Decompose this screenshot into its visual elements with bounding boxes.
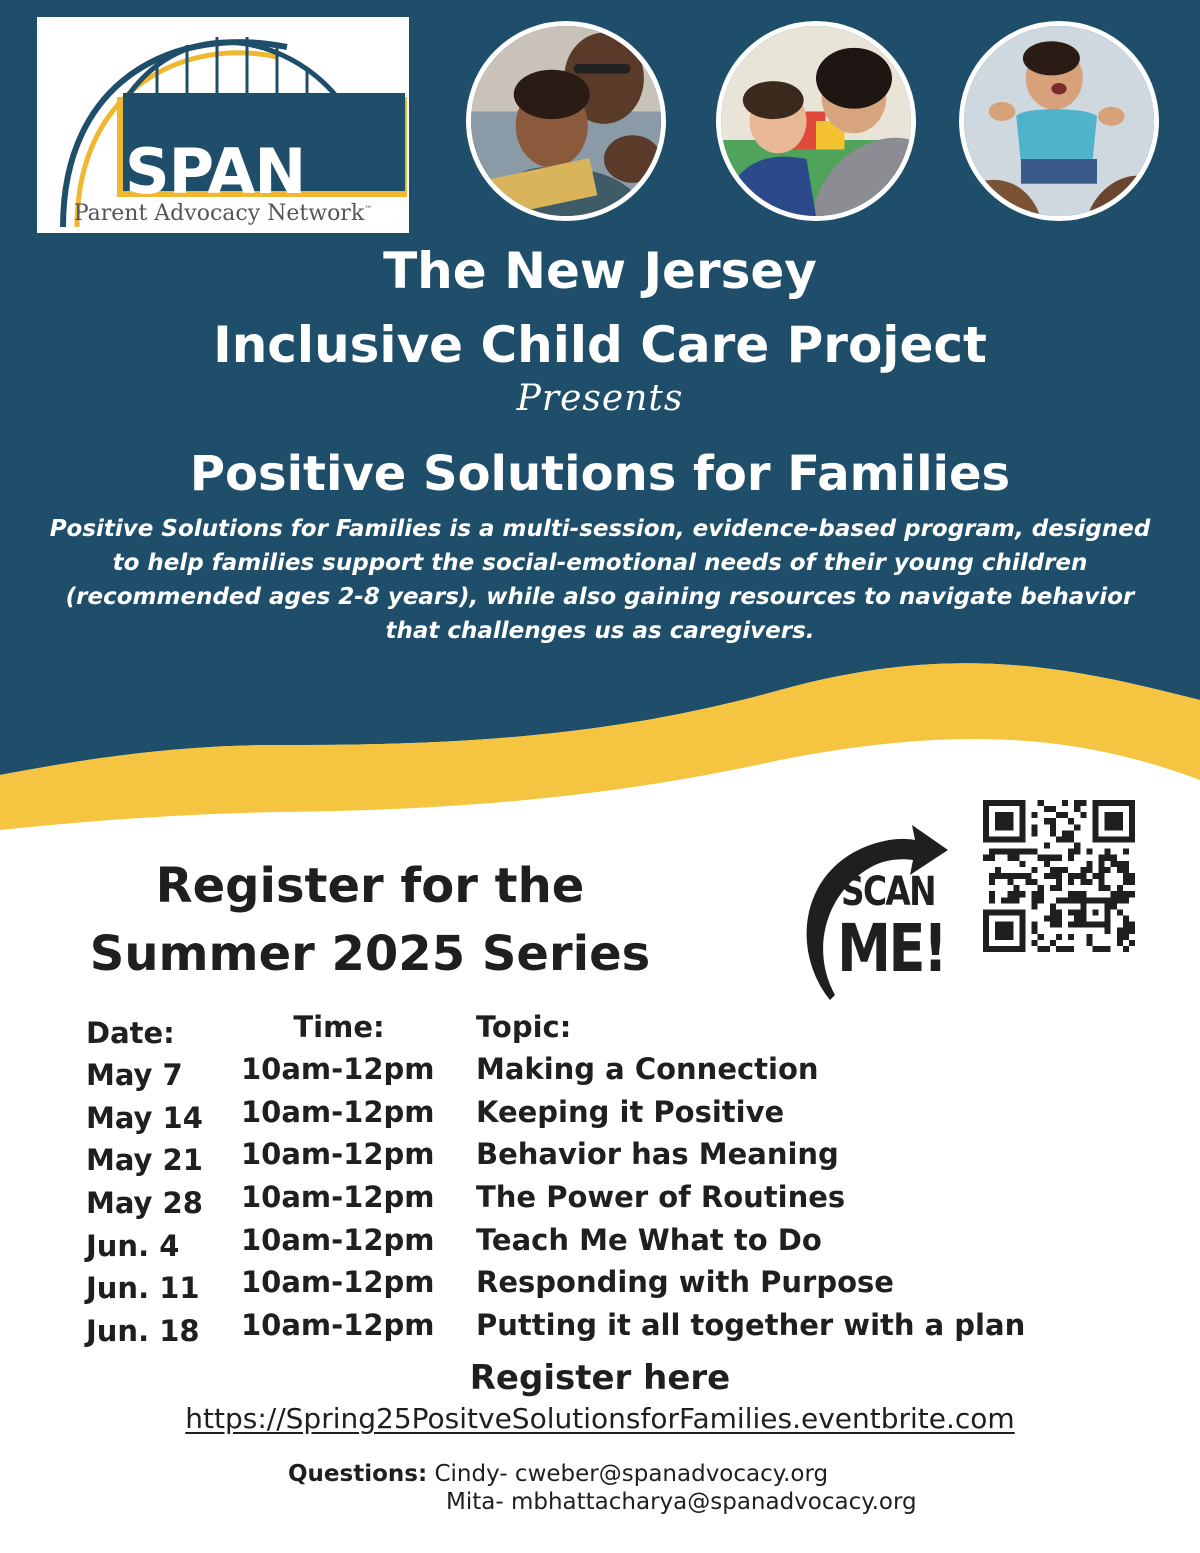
logo-tagline-text: Parent Advocacy Network	[73, 201, 365, 226]
time-header: Time:	[293, 1010, 385, 1044]
time-cell: 10am-12pm	[241, 1222, 435, 1257]
contact-cindy: Cindy- cweber@spanadvocacy.org	[434, 1461, 829, 1487]
date-cell: May 28	[86, 1186, 203, 1221]
program-description: Positive Solutions for Families is a multi-session, evidence-based program, designed to help families support the social-emotional needs of their young children (recommended ages 2-8 years), while also gaining resources to navigate behavior that challenges us as caregivers.	[49, 516, 1151, 644]
date-cell: May 7	[86, 1058, 183, 1092]
date-cell: May 21	[86, 1143, 203, 1178]
contact-mita: Mita- mbhattacharya@spanadvocacy.org	[446, 1489, 917, 1515]
date-cell: Jun. 4	[86, 1228, 180, 1263]
questions-label: Questions:	[288, 1461, 428, 1487]
scan-label-line1: SCAN	[841, 869, 935, 915]
registration-link[interactable]: https://Spring25PositveSolutionsforFamilies.eventbrite.com	[185, 1402, 1015, 1435]
date-header: Date:	[86, 1016, 175, 1050]
photo-father-child-reading	[466, 21, 666, 221]
time-cell: 10am-12pm	[241, 1094, 435, 1129]
topic-cell: Making a Connection	[476, 1052, 819, 1086]
register-here-label: Register here	[469, 1358, 731, 1398]
register-heading-line1: Register for the	[155, 858, 585, 914]
title-line-1: The New Jersey	[383, 242, 817, 300]
trademark-mark: ™	[364, 204, 373, 214]
qr-code[interactable]	[983, 800, 1135, 952]
questions-contacts	[288, 1460, 917, 1516]
logo-tagline	[37, 201, 409, 226]
date-cell: May 14	[86, 1100, 203, 1135]
topic-cell: Behavior has Meaning	[476, 1137, 839, 1172]
register-heading	[40, 852, 700, 988]
topic-cell: The Power of Routines	[476, 1180, 846, 1215]
topic-cell: Keeping it Positive	[476, 1094, 785, 1129]
scan-me-label	[826, 869, 950, 987]
date-cell: Jun. 18	[86, 1314, 200, 1349]
time-cell: 10am-12pm	[241, 1265, 435, 1300]
program-title: Positive Solutions for Families	[189, 446, 1011, 502]
time-cell: 10am-12pm	[241, 1052, 435, 1086]
time-cell: 10am-12pm	[241, 1308, 435, 1343]
logo-wordmark: SPAN	[125, 135, 306, 208]
topic-cell: Putting it all together with a plan	[476, 1308, 1026, 1343]
presents-script: Presents	[516, 378, 684, 419]
topic-cell: Teach Me What to Do	[476, 1222, 822, 1257]
span-logo	[37, 17, 409, 233]
topic-cell: Responding with Purpose	[476, 1265, 894, 1300]
scan-label-line2: ME!	[837, 910, 946, 987]
photo-child-lifted	[959, 21, 1159, 221]
time-cell: 10am-12pm	[241, 1180, 435, 1215]
title-line-2: Inclusive Child Care Project	[213, 316, 987, 374]
time-cell: 10am-12pm	[241, 1137, 435, 1172]
register-heading-line2: Summer 2025 Series	[89, 926, 651, 982]
photo-caregiver-child	[716, 21, 916, 221]
date-column	[86, 1006, 203, 1353]
date-cell: Jun. 11	[86, 1271, 200, 1306]
time-column	[241, 1006, 437, 1347]
topic-header: Topic:	[476, 1010, 572, 1044]
topic-column	[476, 1006, 1025, 1347]
